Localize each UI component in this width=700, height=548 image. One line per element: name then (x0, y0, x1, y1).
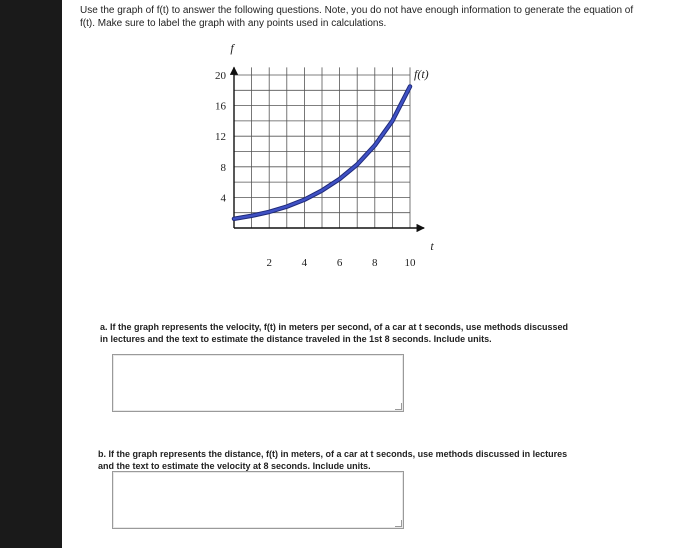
answer-a-field[interactable] (112, 354, 404, 412)
answer-b-field[interactable] (112, 471, 404, 529)
x-tick-label: 2 (266, 257, 272, 269)
function-graph (62, 0, 700, 300)
x-tick-label: 8 (372, 257, 378, 269)
x-tick-label: 4 (301, 257, 308, 269)
y-tick-label: 4 (220, 192, 226, 205)
y-axis-label: f (230, 41, 234, 55)
instructions-text: Use the graph of f(t) to answer the following questions. Note, you do not have enough information to generate the equation of f(t). Make sure to label the graph with any points used in calculations. (80, 5, 634, 29)
question-b-text: b. If the graph represents the distance, f(t) in meters, of a car at t seconds, use methods discussed in lectures and the text to estimate the velocity at 8 seconds. Include units. (98, 449, 568, 471)
y-tick-label: 12 (215, 131, 226, 144)
resize-handle-icon[interactable] (395, 520, 402, 527)
y-tick-label: 8 (220, 161, 226, 174)
question-a-text: a. If the graph represents the velocity, f(t) in meters per second, of a car at t seconds, use methods discussed in lectures and the text to estimate the distance traveled in the 1st 8 seconds. Include units. (100, 322, 568, 344)
x-axis-label: t (430, 239, 434, 253)
resize-handle-icon[interactable] (395, 403, 402, 410)
y-tick-label: 20 (215, 70, 226, 82)
y-tick-label: 16 (215, 100, 226, 113)
x-tick-label: 6 (336, 257, 343, 269)
x-tick-label: 10 (404, 257, 416, 269)
curve-label: f(t) (414, 67, 429, 81)
worksheet-page (62, 0, 700, 548)
